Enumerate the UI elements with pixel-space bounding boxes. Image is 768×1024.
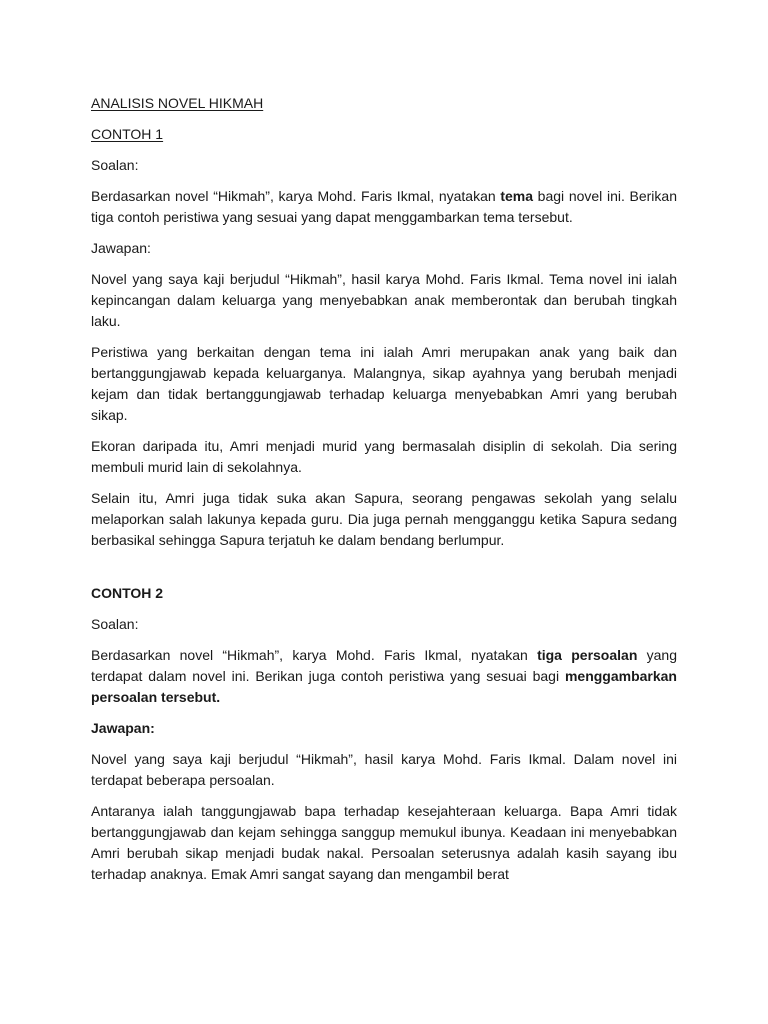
contoh-1-paragraph: Selain itu, Amri juga tidak suka akan Sapura, seorang pengawas sekolah yang selalu melaporkan salah lakunya kepada guru. Dia juga pernah mengganggu ketika Sapura sedang berbasikal sehingga Sapura terjatuh ke dalam bendang berlumpur. (91, 490, 677, 548)
contoh-1-soalan-label: Soalan: (91, 157, 139, 173)
contoh-1-soalan-bold: tema (500, 188, 533, 204)
contoh-2-heading: CONTOH 2 (91, 585, 164, 601)
contoh-1-paragraph: Peristiwa yang berkaitan dengan tema ini ialah Amri merupakan anak yang baik dan bertanggungjawab kepada keluarganya. Malangnya, sikap ayahnya yang berubah menjadi kejam dan tidak bertanggungjawab terhadap keluarga menyebabkan Amri yang berubah sikap. (91, 344, 677, 423)
contoh-2-soalan-label: Soalan: (91, 616, 139, 632)
contoh-2-jawapan-label: Jawapan: (91, 720, 155, 736)
contoh-2-paragraph: Novel yang saya kaji berjudul “Hikmah”, hasil karya Mohd. Faris Ikmal. Dalam novel ini terdapat beberapa persoalan. (91, 751, 677, 788)
contoh-1-soalan-pre: Berdasarkan novel “Hikmah”, karya Mohd. Faris Ikmal, nyatakan (91, 188, 501, 204)
contoh-2-soalan-pre: Berdasarkan novel “Hikmah”, karya Mohd. Faris Ikmal, nyatakan (91, 647, 538, 663)
contoh-1-jawapan-label: Jawapan: (91, 240, 151, 256)
contoh-2-soalan-bold-2: menggambarkan persoalan tersebut. (91, 668, 677, 705)
contoh-1-paragraph: Ekoran daripada itu, Amri menjadi murid yang bermasalah disiplin di sekolah. Dia sering membuli murid lain di sekolahnya. (91, 438, 677, 475)
contoh-2-soalan-bold-1: tiga persoalan (537, 647, 638, 663)
contoh-1-soalan-text (91, 186, 677, 228)
contoh-2-soalan-mid: yang terdapat dalam novel ini. Berikan juga contoh peristiwa yang sesuai bagi (91, 647, 678, 684)
contoh-1-soalan-post: bagi novel ini. Berikan tiga contoh peristiwa yang sesuai yang dapat menggambarkan tema tersebut. (91, 188, 677, 225)
document-title: ANALISIS NOVEL HIKMAH (91, 95, 264, 111)
contoh-2-soalan-text (91, 645, 677, 708)
contoh-2-paragraph: Antaranya ialah tanggungjawab bapa terhadap kesejahteraan keluarga. Bapa Amri tidak bertanggungjawab dan kejam sehingga sanggup memukul ibunya. Keadaan ini menyebabkan Amri berubah sikap menjadi budak nakal. Persoalan seterusnya adalah kasih sayang ibu terhadap anaknya. Emak Amri sangat sayang dan mengambil berat (91, 803, 677, 882)
contoh-1-paragraph: Novel yang saya kaji berjudul “Hikmah”, hasil karya Mohd. Faris Ikmal. Tema novel ini ialah kepincangan dalam keluarga yang menyebabkan anak memberontak dan berubah tingkah laku. (91, 271, 677, 329)
contoh-1-heading: CONTOH 1 (91, 126, 164, 142)
section-spacer (91, 561, 677, 583)
